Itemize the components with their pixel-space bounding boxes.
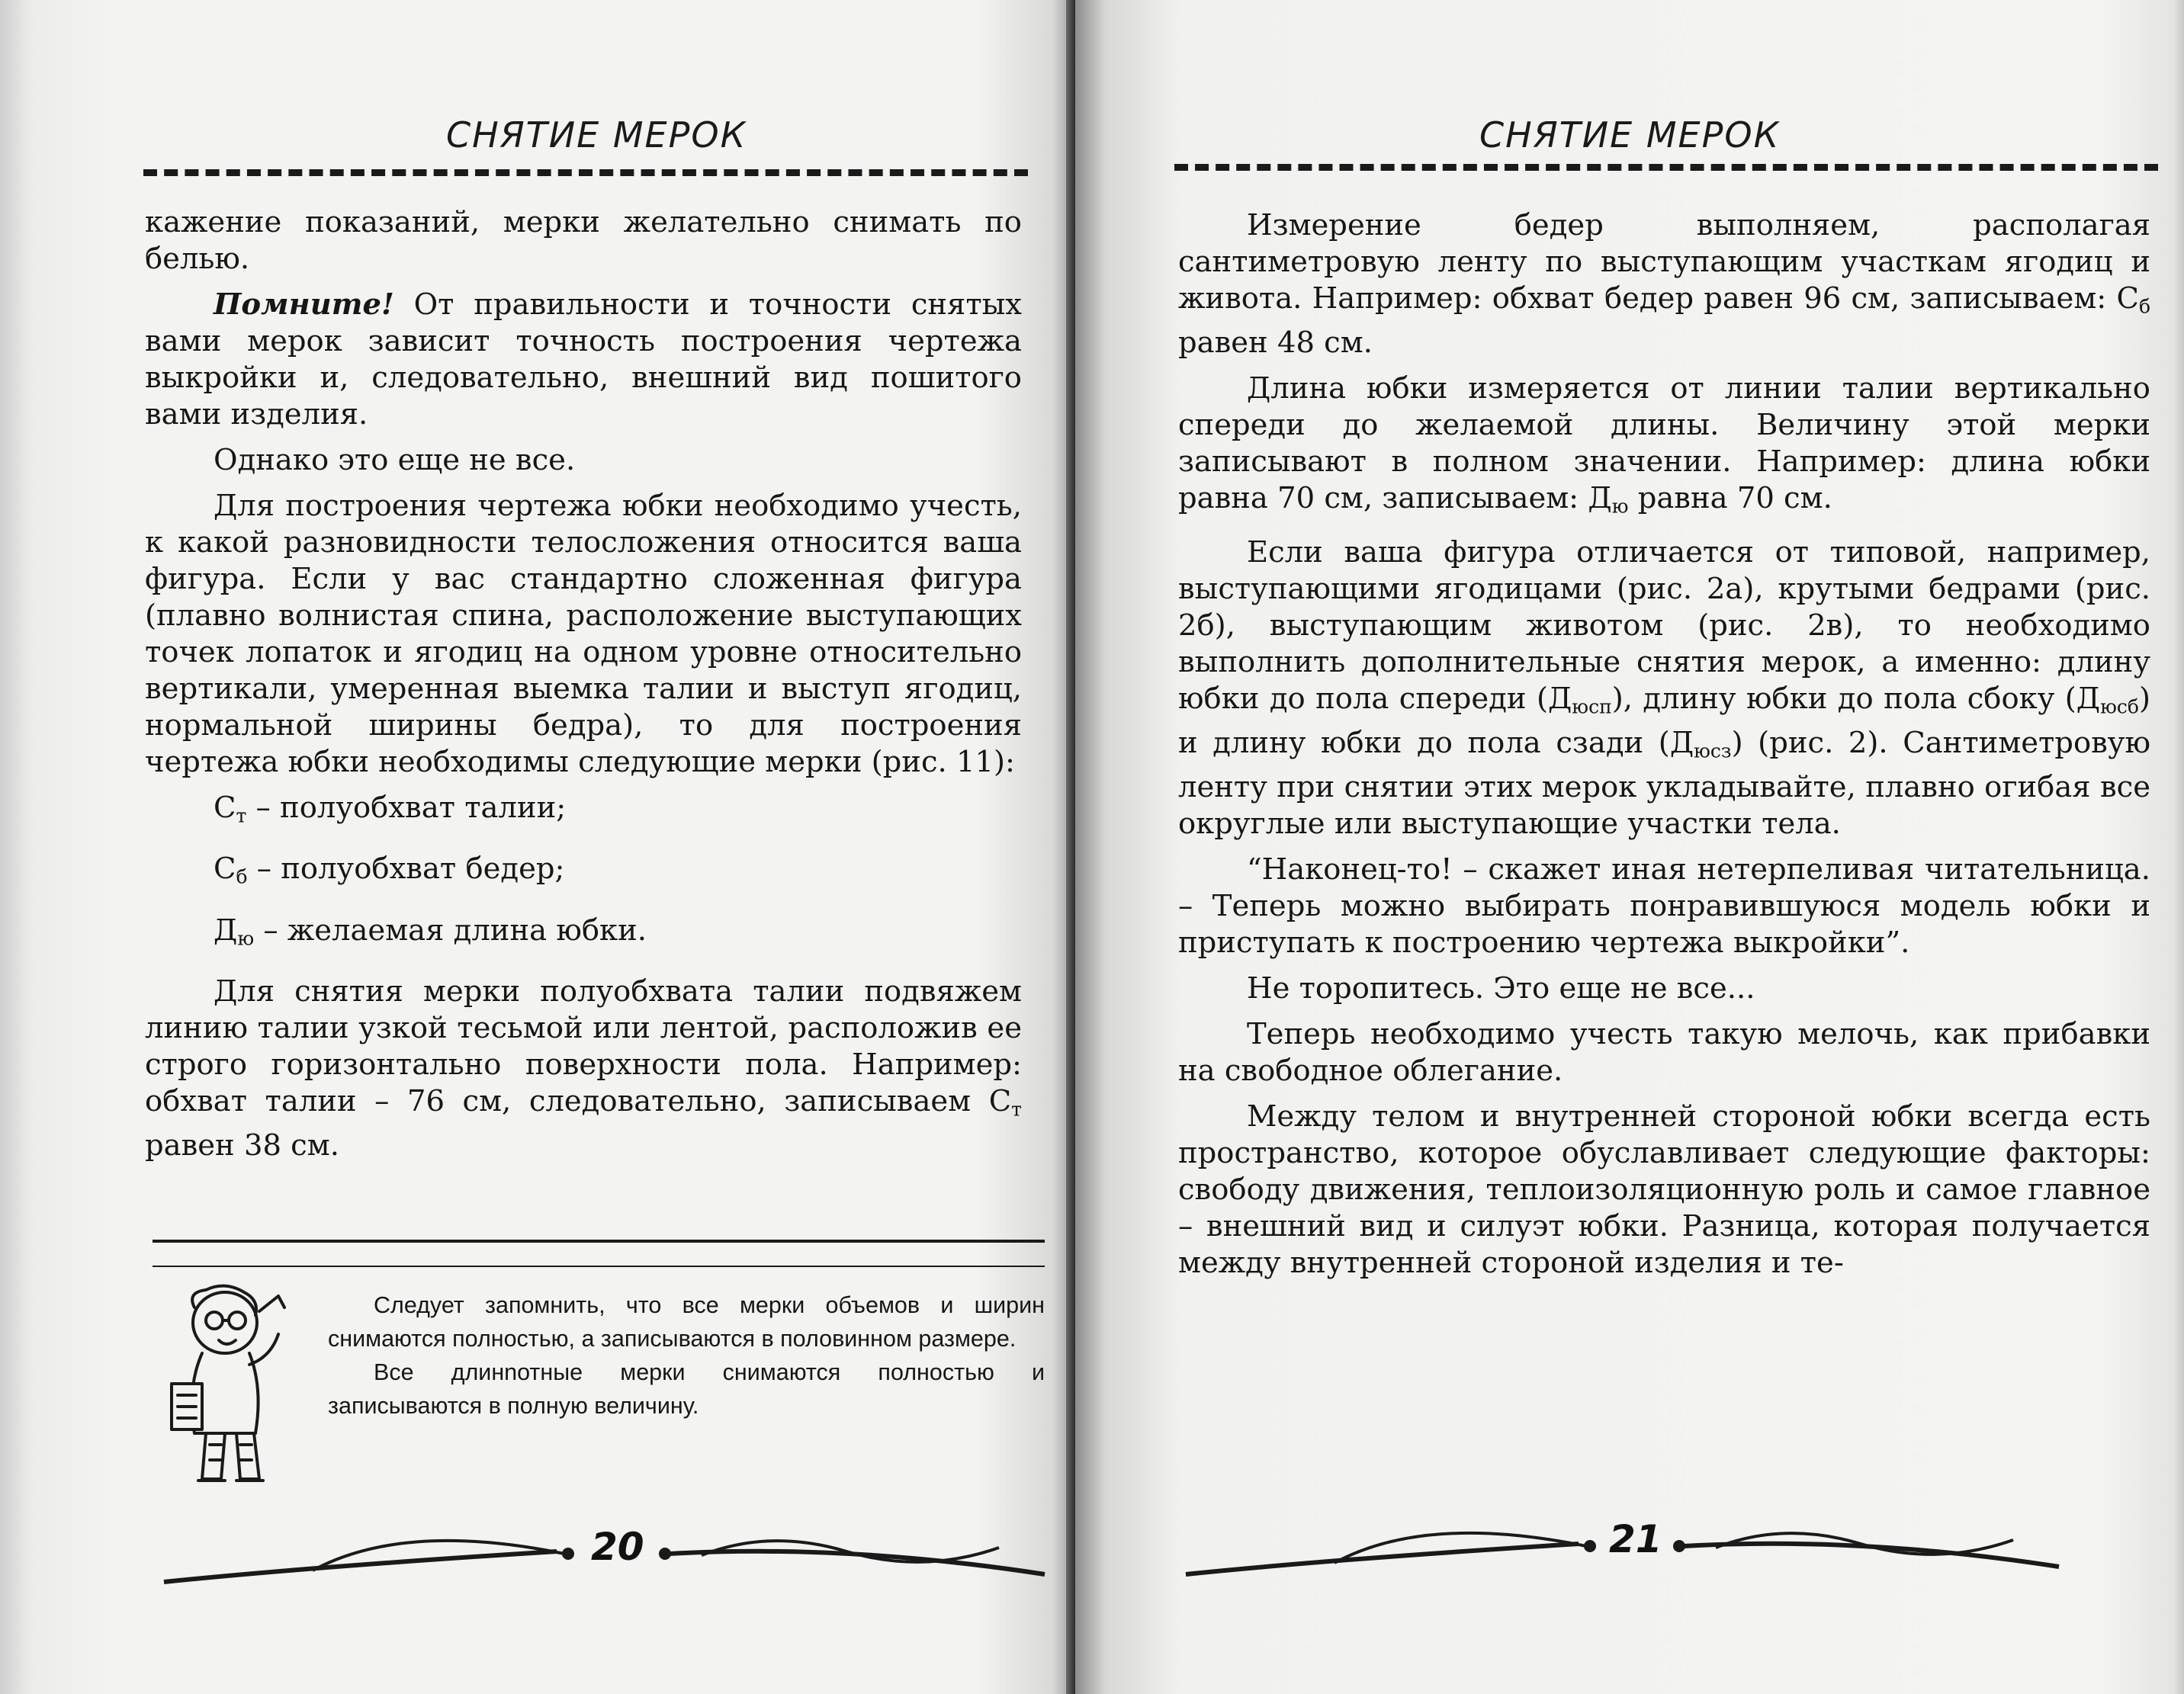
note-text: [328, 1288, 1045, 1423]
definition-length: $Д_ю$ – желаемая длина юбки.: [214, 913, 647, 949]
left-paragraph-5: Для снятия мерки полуобхвата талии подвяжем линию талии узкой тесьмой или лентой, расположив ее строго горизонтально поверхности пола. Например: обхват талии – 76 см, следовательно, записываем $С_т$ равен 38 см.: [145, 974, 1022, 1163]
note-paragraph-2: Все длинnотные мерки снимаются полностью и записываются в полную величину.: [328, 1359, 1045, 1419]
left-paragraph-4: Для построения чертежа юбки необходимо учесть, к какой разновидности телосложения относится ваша фигура. Если у вас стандартно сложенная фигура (плавно волнистая спина, расположение выступающих точек лопаток и ягодиц на одном уровне относительно вертикали, умеренная выемка талии и выступ ягодиц, нормальной ширины бедра), то для построения чертежа юбки необходимы следующие мерки (рис. 11):: [145, 489, 1022, 779]
right-paragraph-7: Между телом и внутренней стороной юбки всегда есть пространство, которое обуславливает следующие факторы: свободу движения, теплоизоляционную роль и самое главное – внешний вид и силуэт юбки. Разница, которая получается между внутренней стороной изделия и те-: [1178, 1099, 2150, 1280]
right-running-head: СНЯТИЕ МЕРОК: [1479, 114, 1781, 156]
definition-waist: $С_т$ – полуобхват талии;: [214, 791, 567, 827]
mascot-illustration-icon: [164, 1281, 301, 1502]
left-page-number: 20: [591, 1525, 644, 1569]
right-body-text: [1178, 207, 2150, 1291]
left-header-rule: [143, 169, 1028, 176]
right-header-rule: [1174, 164, 2158, 171]
left-running-head: СНЯТИЕ МЕРОК: [446, 114, 747, 156]
right-paragraph-4: “Наконец-то! – скажет иная нетерпеливая читательница. – Теперь можно выбирать понравившуюся модель юбки и приступать к построению чертежа выкройки”.: [1178, 852, 2150, 960]
right-page: [1075, 0, 2184, 1694]
right-paragraph-1: Измерение бедер выполняем, располагая сантиметровую ленту по выступающим участкам ягодиц и живота. Например: обхват бедер равен 96 см, записываем: $С_б$ равен 48 см.: [1178, 208, 2150, 361]
right-paragraph-5: Не торопитесь. Это еще не все...: [1247, 971, 1755, 1006]
right-paragraph-6: Теперь необходимо учесть такую мелочь, как прибавки на свободное облегание.: [1178, 1017, 2150, 1088]
left-paragraph-1: кажение показаний, мерки желательно снимать по белью.: [145, 205, 1022, 276]
note-paragraph-1: Следует запомнить, что все мерки объемов и ширин снимаются полностью, а записываются в половинном размере.: [328, 1292, 1045, 1352]
note-rule-bottom: [153, 1266, 1045, 1267]
note-rule-top: [153, 1240, 1045, 1243]
remember-lead: Помните!: [214, 287, 394, 322]
left-ornament-left-icon: [160, 1525, 587, 1593]
right-ornament-right-icon: [1670, 1517, 2067, 1586]
right-paragraph-2: Длина юбки измеряется от линии талии вертикально спереди до желаемой длины. Величину этой мерки записывают в полном значении. Например: длина юбки равна 70 см, записываем: $Д_ю$ равна 70 см.: [1178, 371, 2150, 518]
left-body-text: [145, 204, 1022, 1173]
right-page-number: 21: [1609, 1517, 1662, 1561]
left-page: [0, 0, 1075, 1694]
right-paragraph-3: Если ваша фигура отличается от типовой, например, выступающими ягодицами (рис. 2а), крутыми бедрами (рис. 2б), выступающим животом (рис. 2в), то необходимо выполнить дополнительные снятия мерок, а именно: длину юбки до пола спереди $(Д_{юсп})$, длину юбки до пола сбоку $(Д_{юсб})$ и длину юбки до пола сзади $(Д_{юсз})$ (рис. 2). Сантиметровую ленту при снятии этих мерок укладывайте, плавно огибая все округлые или выступающие участки тела.: [1178, 534, 2150, 841]
definition-hips: $С_б$ – полуобхват бедер;: [214, 852, 565, 888]
left-paragraph-2: Помните! От правильности и точности снятых вами мерок зависит точность построения чертежа выкройки и, следовательно, внешний вид пошитого вами изделия.: [145, 287, 1022, 432]
left-ornament-right-icon: [656, 1525, 1052, 1593]
left-paragraph-3: Однако это еще не все.: [214, 443, 576, 477]
right-ornament-left-icon: [1182, 1517, 1609, 1586]
